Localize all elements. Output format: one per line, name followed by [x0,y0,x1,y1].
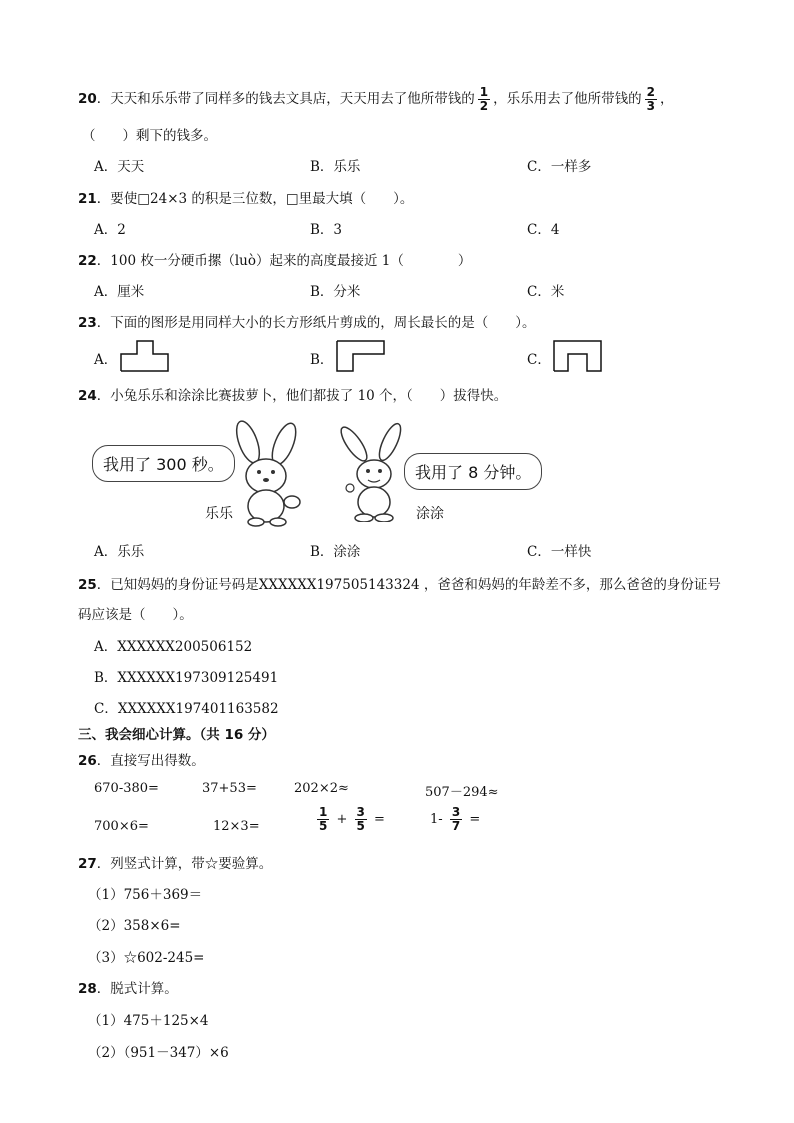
rabbit-lele-icon [222,420,312,528]
question-22 [78,249,471,269]
fraction [317,806,329,833]
numerator: 1 [479,85,489,99]
numerator: 2 [646,85,656,99]
calc-item: 700×6= [94,819,149,834]
calc-item: （2）（951－347）×6 [88,1045,229,1061]
fraction [355,806,367,833]
fraction [450,806,462,833]
denominator: 5 [319,819,328,833]
question-text: ．脱式计算。 [96,981,178,997]
section-heading: 三、我会细心计算。（共 16 分） [78,727,275,743]
question-23 [78,311,536,331]
option-b[interactable]: B．乐乐 [310,159,361,175]
option-a[interactable]: A．天天 [94,159,145,175]
option-c[interactable]: C．一样多 [527,159,592,175]
denominator: 5 [356,819,365,833]
question-number: 23 [78,315,97,331]
shape-a-icon [120,340,170,372]
option-c[interactable]: C．一样快 [527,544,592,560]
question-number: 21 [78,191,97,207]
calc-item: （3）☆602-245= [88,950,205,966]
shape-c-icon [553,340,603,372]
speech-bubble-lele: 我用了 300 秒。 [92,445,235,482]
question-28 [78,977,178,997]
question-text: ．已知妈妈的身份证号码是XXXXXX197505143324 ，爸爸和妈妈的年龄差不多，那么爸爸的身份证号 [96,577,721,593]
calc-item: 37+53= [202,781,257,796]
option-b[interactable]: B．3 [310,222,343,238]
operand: 1- [430,812,443,827]
question-number: 22 [78,253,97,269]
option-b[interactable]: B．涂涂 [310,544,361,560]
question-number: 28 [78,981,97,997]
question-text: ．列竖式计算，带☆要验算。 [96,856,273,872]
operator: = [469,812,481,827]
question-number: 26 [78,753,97,769]
question-text: ．直接写出得数。 [96,753,205,769]
question-text: ，乐乐用去了他所带钱的 [493,91,642,107]
option-a[interactable]: A． [94,352,118,368]
calc-item: 507－294≈ [425,785,499,800]
option-a[interactable]: A．XXXXXX200506152 [94,639,253,655]
question-number: 27 [78,856,97,872]
question-21 [78,187,413,207]
question-text: ， [660,91,674,107]
question-20-line2: （ ）剩下的钱多。 [82,128,217,144]
option-a[interactable]: A．乐乐 [94,544,145,560]
numerator: 3 [356,805,365,819]
question-text: ．要使□24×3 的积是三位数，□里最大填（ ）。 [96,191,414,207]
numerator: 3 [451,805,461,819]
option-c[interactable]: C．米 [527,284,565,300]
question-20 [78,86,674,113]
calc-item: （1）475＋125×4 [88,1013,209,1029]
option-b[interactable]: B．XXXXXX197309125491 [94,670,279,686]
option-a[interactable]: A．2 [94,222,126,238]
option-c[interactable]: C． [527,352,551,368]
question-text: ．小兔乐乐和涂涂比赛拔萝卜，他们都拔了 10 个，（ ）拔得快。 [96,388,508,404]
question-text: ．100 枚一分硬币摞（luò）起来的高度最接近 1（ ） [96,253,472,269]
question-26 [78,749,205,769]
question-25 [78,573,721,593]
calc-item: 12×3= [213,819,260,834]
fraction-two-thirds [645,86,657,113]
option-b[interactable]: B． [310,352,334,368]
option-b[interactable]: B．分米 [310,284,361,300]
question-24 [78,384,507,404]
calc-item: 202×2≈ [294,781,349,796]
shape-b-icon [336,340,386,372]
rabbit-name-lele: 乐乐 [205,506,233,522]
question-number: 24 [78,388,97,404]
option-c[interactable]: C．XXXXXX197401163582 [94,701,279,717]
question-number: 25 [78,577,97,593]
question-text: ．天天和乐乐带了同样多的钱去文具店，天天用去了他所带钱的 [96,91,475,107]
calc-item: （2）358×6= [88,918,181,934]
fraction-one-half [478,86,490,113]
denominator: 2 [479,99,489,113]
option-a[interactable]: A．厘米 [94,284,145,300]
question-text: ．下面的图形是用同样大小的长方形纸片剪成的，周长最长的是（ ）。 [96,315,536,331]
question-27 [78,852,272,872]
operator: + [336,812,348,827]
question-number: 20 [78,91,97,107]
calc-fraction-sum [314,806,385,833]
calc-item: 670-380= [94,781,159,796]
option-c[interactable]: C．4 [527,222,560,238]
calc-fraction-diff [430,806,480,833]
operator: = [374,812,385,827]
denominator: 3 [646,99,656,113]
question-25-line2: 码应该是（ ）。 [78,607,193,623]
calc-item: （1）756＋369＝ [88,887,203,903]
speech-bubble-tutu: 我用了 8 分钟。 [404,453,542,490]
rabbit-name-tutu: 涂涂 [416,506,444,522]
denominator: 7 [451,819,461,833]
numerator: 1 [319,805,328,819]
